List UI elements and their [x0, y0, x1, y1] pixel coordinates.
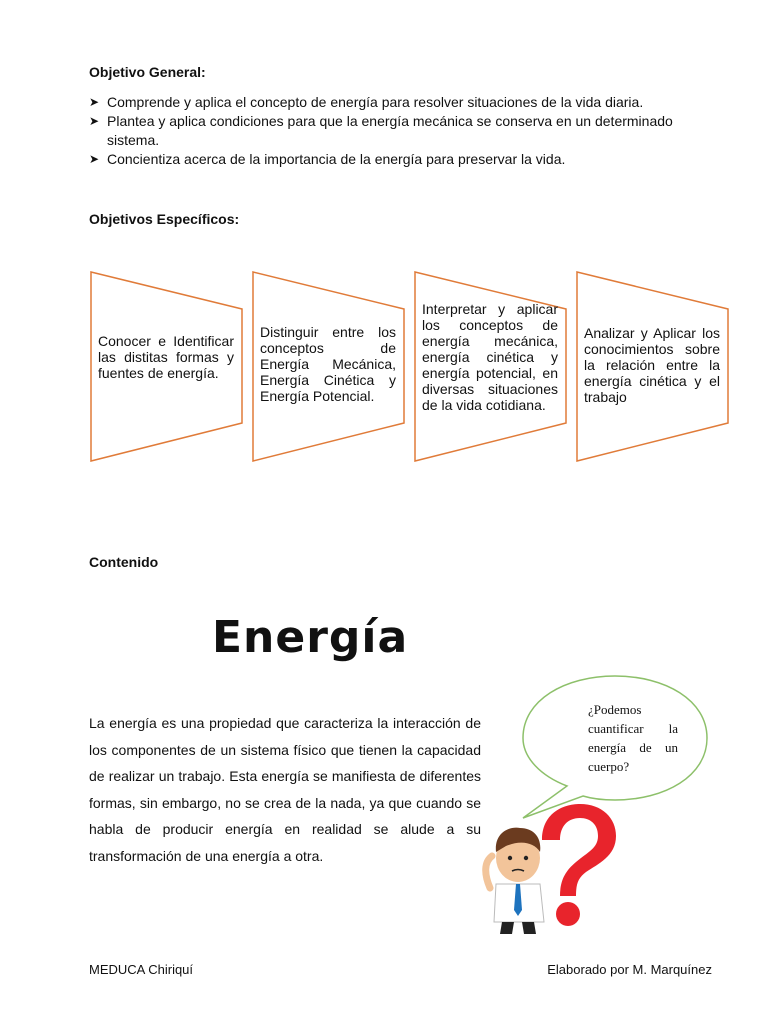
arrow-bullet-icon: ➤: [89, 95, 100, 109]
objective-box-text: Analizar y Aplicar los conocimientos sobre la relación entre la energía cinética y el trabajo: [584, 325, 720, 405]
thinking-man-question-mark-icon: [480, 800, 630, 935]
list-item: ➤ Plantea y aplica condiciones para que la energía mecánica se conserva en un determinado sistema.: [89, 113, 673, 148]
speech-bubble-text: ¿Podemos cuantificar la energía de un cuerpo?: [588, 702, 678, 774]
footer-left: MEDUCA Chiriquí: [89, 962, 194, 977]
objetivo-general-heading: Objetivo General:: [89, 64, 206, 80]
objective-box-text: Distinguir entre los conceptos de Energía Mecánica, Energía Cinética y Energía Potencial.: [260, 324, 396, 404]
objetivos-especificos-heading: Objetivos Específicos:: [89, 211, 240, 227]
objective-box-4: [576, 271, 730, 463]
list-item: ➤ Concientiza acerca de la importancia de la energía para preservar la vida.: [89, 151, 566, 167]
energia-title: Energía: [212, 612, 409, 663]
list-item: ➤ Comprende y aplica el concepto de energía para resolver situaciones de la vida diaria.: [89, 94, 644, 110]
objective-box-text: Conocer e Identificar las distitas formas y fuentes de energía.: [98, 333, 234, 381]
objective-box-3: [414, 271, 568, 463]
energia-paragraph: La energía es una propiedad que caracteriza la interacción de los componentes de un sistema físico que tienen la capacidad de realizar un trabajo. Esta energía se manifiesta de diferentes formas, sin embargo, no se crea de la nada, ya que cuando se habla de producir energía en realidad se alude a su transformación de una energía a otra.: [89, 715, 481, 864]
footer-right: Elaborado por M. Marquínez: [547, 962, 712, 977]
arrow-bullet-icon: ➤: [89, 114, 100, 128]
objective-box-2: [252, 271, 406, 463]
contenido-heading: Contenido: [89, 554, 159, 570]
arrow-bullet-icon: ➤: [89, 152, 100, 166]
objective-box-text: Interpretar y aplicar los conceptos de energía mecánica, energía cinética y energía potencial, en diversas situaciones de la vida cotidiana.: [422, 301, 558, 413]
objetivo-general-list: [89, 93, 709, 169]
objective-box-1: [90, 271, 244, 463]
